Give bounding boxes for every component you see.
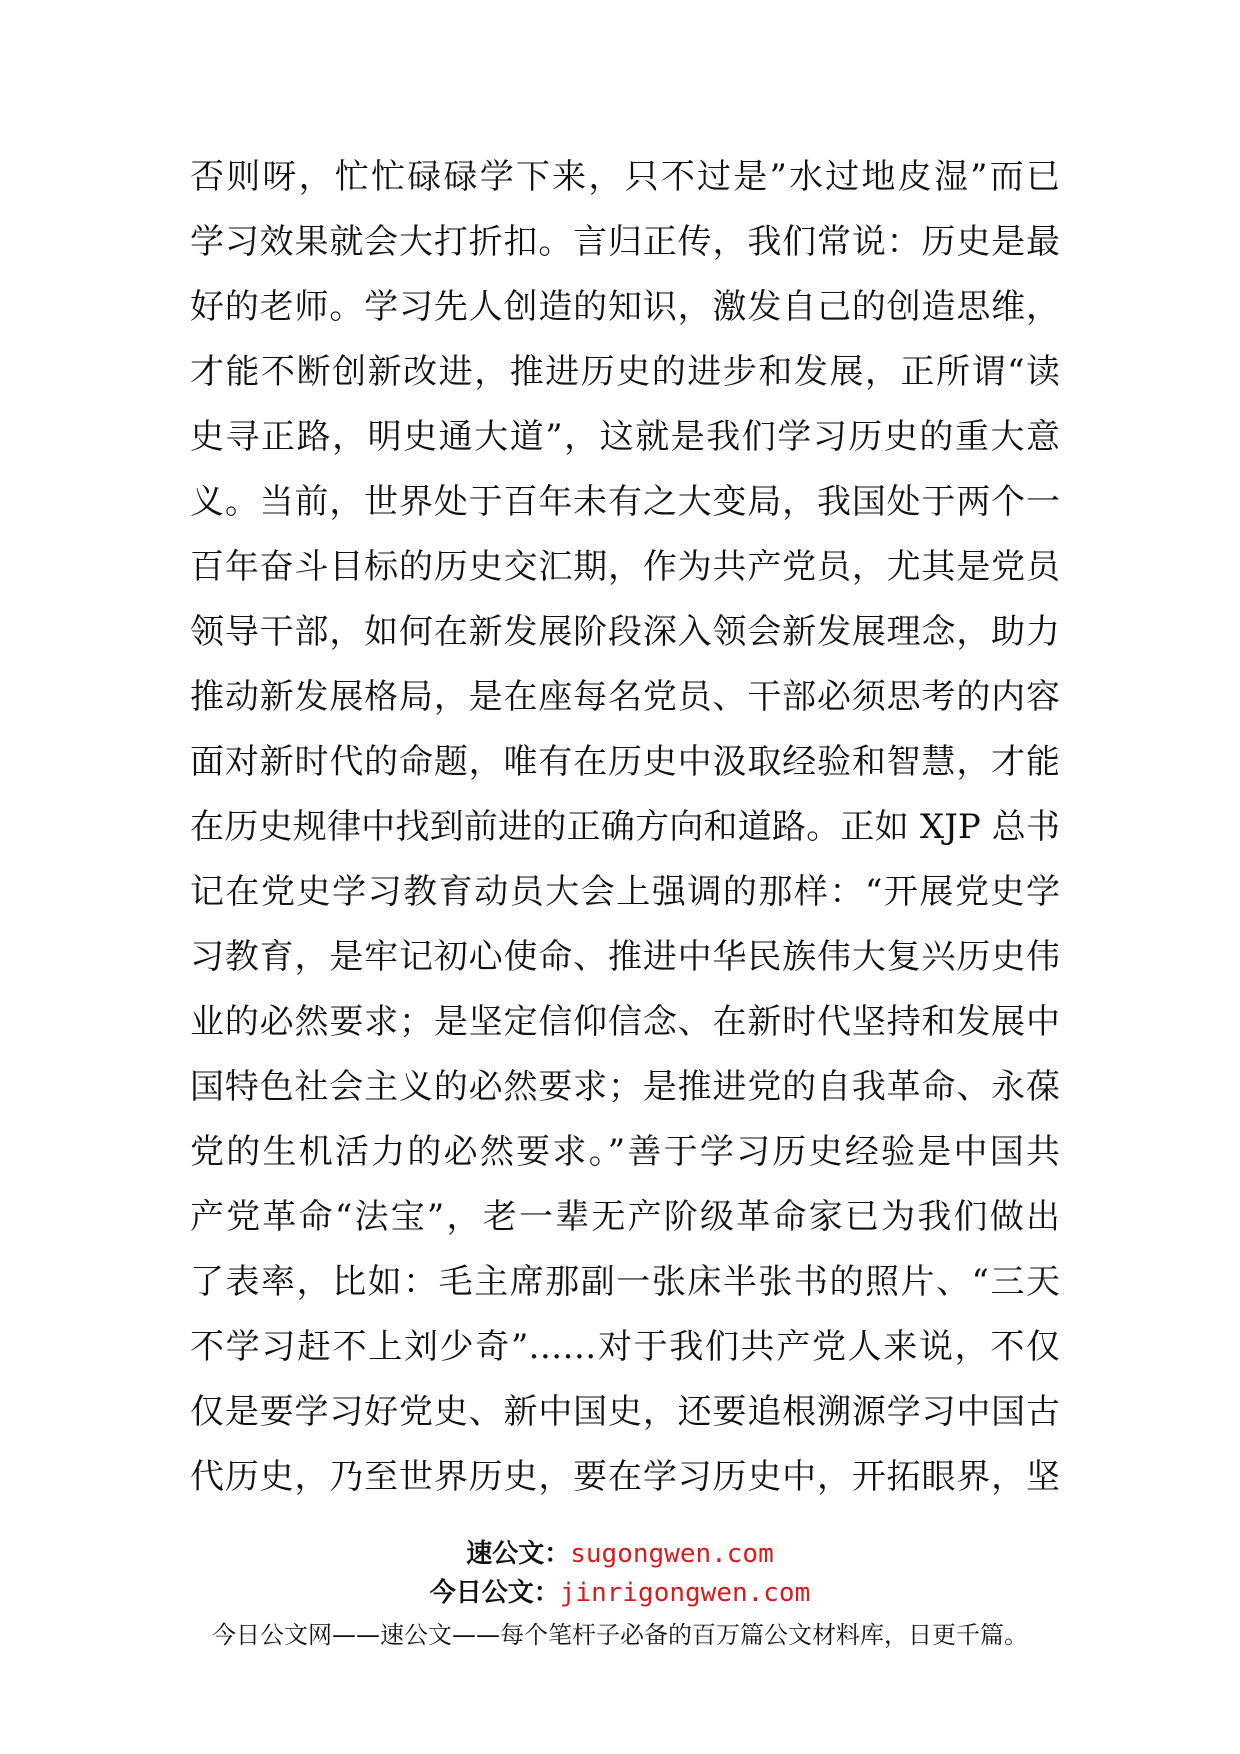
sugongwen-link[interactable]: sugongwen.com (570, 1539, 774, 1569)
body-line: 好的老师。学习先人创造的知识，激发自己的创造思维， (190, 287, 1060, 327)
body-line: 推动新发展格局，是在座每名党员、干部必须思考的内容 (190, 677, 1060, 717)
body-line: 面对新时代的命题，唯有在历史中汲取经验和智慧，才能 (190, 742, 1060, 782)
body-line: 百年奋斗目标的历史交汇期，作为共产党员，尤其是党员 (190, 547, 1060, 587)
body-line: 产党革命“法宝”，老一辈无产阶级革命家已为我们做出 (190, 1197, 1060, 1237)
footer-sugongwen (0, 1533, 1240, 1570)
body-line: 仅是要学习好党史、新中国史，还要追根溯源学习中国古 (190, 1392, 1060, 1432)
footer-site-label: 今日公文： (429, 1578, 560, 1608)
body-line: 领导干部，如何在新发展阶段深入领会新发展理念，助力 (190, 612, 1060, 652)
body-line: 才能不断创新改进，推进历史的进步和发展，正所谓“读 (190, 352, 1060, 392)
body-line: 代历史，乃至世界历史，要在学习历史中，开拓眼界，坚 (190, 1457, 1060, 1497)
body-line: 业的必然要求；是坚定信仰信念、在新时代坚持和发展中 (190, 1002, 1060, 1042)
body-line: 不学习赶不上刘少奇”……对于我们共产党人来说，不仅 (190, 1327, 1060, 1367)
body-line: 党的生机活力的必然要求。”善于学习历史经验是中国共 (190, 1132, 1060, 1172)
footer-jinrigongwen (0, 1572, 1240, 1609)
document-body (190, 145, 1060, 1510)
body-line: 记在党史学习教育动员大会上强调的那样：“开展党史学 (190, 872, 1060, 912)
body-line: 义。当前，世界处于百年未有之大变局，我国处于两个一 (190, 482, 1060, 522)
body-line: 学习效果就会大打折扣。言归正传，我们常说：历史是最 (190, 222, 1060, 262)
footer-tagline: 今日公文网——速公文——每个笔杆子必备的百万篇公文材料库，日更千篇。 (212, 1621, 1028, 1649)
body-line: 国特色社会主义的必然要求；是推进党的自我革命、永葆 (190, 1067, 1060, 1107)
body-line: 史寻正路，明史通大道”，这就是我们学习历史的重大意 (190, 417, 1060, 457)
body-line: 习教育，是牢记初心使命、推进中华民族伟大复兴历史伟 (190, 937, 1060, 977)
body-line: 了表率，比如：毛主席那副一张床半张书的照片、“三天 (190, 1262, 1060, 1302)
body-line: 在历史规律中找到前进的正确方向和道路。正如 XJP 总书 (190, 807, 1060, 847)
jinrigongwen-link[interactable]: jinrigongwen.com (559, 1578, 811, 1608)
footer-site-label: 速公文： (466, 1539, 571, 1569)
body-line: 否则呀，忙忙碌碌学下来，只不过是”水过地皮湿”而已 (190, 157, 1060, 197)
